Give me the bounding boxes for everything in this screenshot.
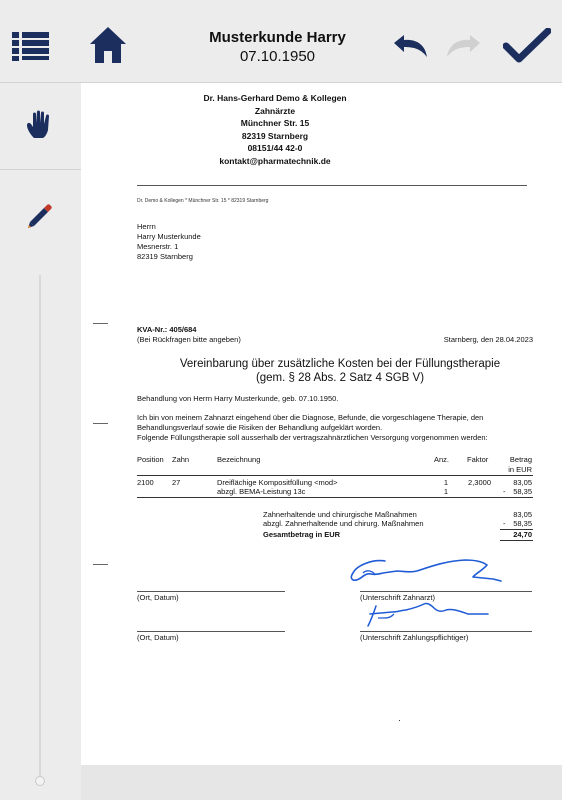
bottom-area (81, 765, 562, 800)
sender-line: Dr. Demo & Kollegen * Münchner Str. 15 * 82319 Starnberg (137, 198, 269, 204)
document-subtitle: (gem. § 28 Abs. 2 Satz 4 SGB V) (255, 372, 425, 384)
document-title: Vereinbarung über zusätzliche Kosten bei der Füllungstherapie (179, 358, 501, 370)
page-slider-track[interactable] (39, 275, 41, 780)
kva-number: KVA-Nr.: 405/684 (137, 325, 197, 334)
practice-city: 82319 Starnberg (241, 130, 309, 141)
header-rule (137, 185, 527, 186)
home-icon[interactable] (88, 25, 128, 65)
punch-mark (93, 423, 108, 424)
total-minus: - (503, 519, 506, 528)
cell-betrag: 58,35 (513, 487, 532, 496)
cell-faktor: 2,3000 (468, 478, 491, 487)
patient-signature (362, 598, 492, 630)
grand-total-value: 24,70 (513, 530, 532, 539)
hand-icon[interactable] (25, 108, 57, 140)
cell-bezeichnung: Dreiflächige Kompositfüllung <mod> (217, 478, 338, 487)
undo-icon[interactable] (390, 33, 430, 59)
fold-mark (93, 564, 108, 565)
redo-icon[interactable] (444, 33, 484, 59)
signature-line (360, 591, 532, 592)
total-value: 58,35 (513, 519, 532, 528)
page-slider-handle[interactable] (35, 776, 45, 786)
practice-email: kontakt@pharmatechnik.de (219, 155, 331, 166)
recipient-line: Harry Musterkunde (137, 232, 201, 241)
recipient-line: Mesnerstr. 1 (137, 242, 179, 251)
signature-line (137, 591, 285, 592)
col-header-anz: Anz. (434, 455, 450, 464)
col-header-position: Position (137, 455, 164, 464)
recipient-line: Herrn (137, 222, 156, 231)
signature-line (137, 631, 285, 632)
cell-bezeichnung: abzgl. BEMA-Leistung 13c (217, 487, 306, 496)
col-header-bezeichnung: Bezeichnung (217, 455, 261, 464)
letterhead (195, 92, 355, 167)
sig-payer-label: (Unterschrift Zahlungspflichtiger) (360, 633, 469, 642)
list-icon[interactable] (12, 32, 50, 62)
total-value: 83,05 (513, 510, 532, 519)
page-dot (399, 720, 400, 721)
col-header-zahn: Zahn (172, 455, 190, 464)
total-label: abzgl. Zahnerhaltende und chirurg. Maßnahmen (263, 519, 424, 528)
top-toolbar (0, 0, 562, 83)
sig-place-date-label: (Ort, Datum) (137, 633, 179, 642)
cell-zahn: 27 (172, 478, 181, 487)
practice-type: Zahnärzte (254, 105, 296, 116)
pen-icon[interactable] (26, 202, 54, 230)
col-header-betrag-unit: in EUR (508, 465, 532, 474)
body-text: Behandlungsverlauf sowie die Risiken der Behandlung aufgeklärt worden. (137, 423, 383, 432)
grand-total-label: Gesamtbetrag in EUR (263, 530, 341, 539)
cell-anz: 1 (443, 487, 448, 496)
body-text: Ich bin von meinem Zahnarzt eingehend über die Diagnose, Befunde, die vorgeschlagene Therapie, den (137, 413, 484, 422)
treatment-line: Behandlung von Herrn Harry Musterkunde, geb. 07.10.1950. (137, 394, 339, 403)
recipient-line: 82319 Starnberg (137, 252, 193, 261)
cell-minus: - (503, 487, 506, 496)
total-label: Zahnerhaltende und chirurgische Maßnahmen (263, 510, 417, 519)
col-header-betrag: Betrag (509, 455, 532, 464)
kva-note: (Bei Rückfragen bitte angeben) (137, 335, 241, 344)
grand-total-rule (500, 540, 533, 541)
sidebar-divider (0, 169, 81, 170)
place-date: Starnberg, den 28.04.2023 (443, 335, 533, 344)
col-header-faktor: Faktor (467, 455, 489, 464)
check-icon[interactable] (503, 28, 551, 64)
patient-name: Musterkunde Harry (209, 29, 346, 46)
fold-mark (93, 323, 108, 324)
dentist-signature (345, 555, 510, 590)
table-row-rule (137, 497, 533, 498)
practice-name: Dr. Hans-Gerhard Demo & Kollegen (203, 93, 347, 103)
cell-anz: 1 (443, 478, 448, 487)
sig-dentist-label: (Unterschrift Zahnarzt) (360, 593, 436, 602)
sig-place-date-label: (Ort, Datum) (137, 593, 179, 602)
practice-street: Münchner Str. 15 (240, 118, 310, 128)
body-text: Folgende Füllungstherapie soll ausserhalb der vertragszahnärztlichen Versorgung vorgenommen werden: (137, 433, 488, 442)
patient-header (180, 29, 375, 65)
patient-dob: 07.10.1950 (239, 48, 316, 65)
cell-position: 2100 (137, 478, 154, 487)
practice-phone: 08151/44 42-0 (247, 143, 303, 153)
signature-line (360, 631, 532, 632)
cell-betrag: 83,05 (513, 478, 532, 487)
table-header-rule (137, 475, 533, 476)
